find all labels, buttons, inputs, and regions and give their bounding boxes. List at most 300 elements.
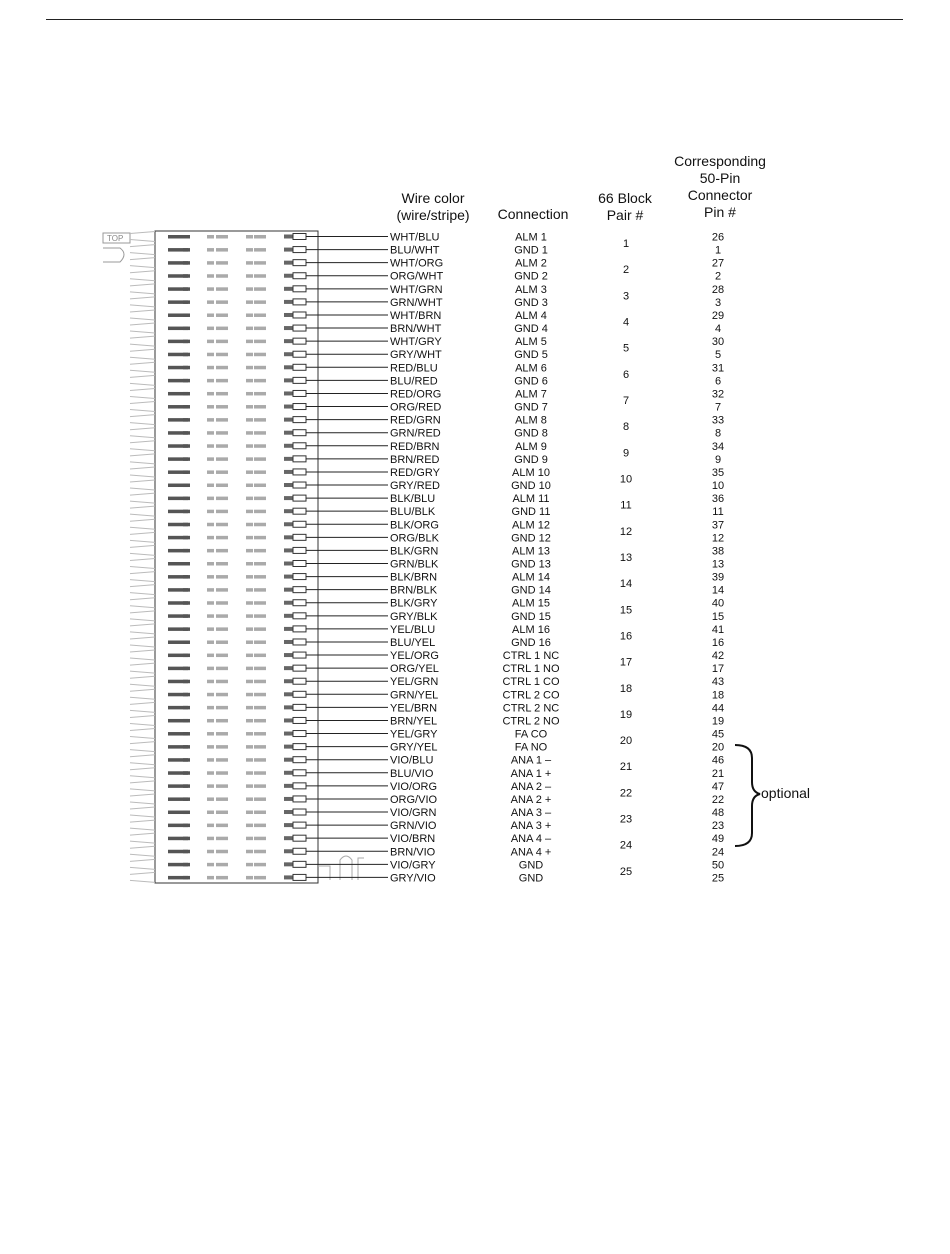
table-row (130, 781, 724, 793)
punch-clip (207, 771, 214, 775)
punch-clip (207, 418, 214, 422)
connection-label: FA NO (514, 741, 548, 754)
terminal-clip (293, 561, 306, 567)
punch-clip (284, 758, 293, 762)
table-row (130, 245, 721, 257)
comb-tooth (130, 467, 155, 477)
punch-clip (284, 339, 293, 343)
connection-label: ALM 9 (515, 440, 547, 453)
wire-color-label: YEL/BLU (390, 623, 436, 636)
punch-clip (183, 470, 190, 474)
punch-clip (254, 392, 266, 396)
punch-clip (246, 706, 253, 710)
terminal-clip (293, 508, 306, 514)
header-pin: Corresponding 50-Pin Connector Pin # (674, 153, 766, 220)
table-row (130, 859, 724, 871)
pin-number: 41 (711, 623, 725, 636)
punch-clip (254, 850, 266, 854)
wire-color-label: BLK/ORG (390, 519, 439, 532)
punch-clip (183, 379, 190, 383)
table-row (130, 598, 724, 610)
pin-number: 17 (711, 663, 725, 676)
terminal-clip (293, 247, 306, 253)
punch-clip (183, 706, 190, 710)
connection-label: GND 13 (511, 558, 551, 571)
punch-clip (183, 758, 190, 762)
punch-clip (216, 287, 228, 291)
punch-clip (183, 405, 190, 409)
terminal-clip (293, 652, 306, 658)
pin-number: 43 (711, 676, 725, 689)
punch-clip (183, 274, 190, 278)
connection-label: CTRL 2 CO (502, 689, 560, 702)
connection-label: ALM 1 (515, 231, 547, 244)
punch-clip (207, 431, 214, 435)
punch-clip (216, 353, 228, 357)
punch-clip (284, 352, 293, 356)
punch-clip (284, 548, 293, 552)
header-pair: 66 Block Pair # (598, 190, 652, 223)
connection-label: ANA 4 + (510, 846, 552, 859)
punch-clip (246, 470, 253, 474)
punch-clip (246, 536, 253, 540)
table-row (130, 611, 724, 623)
wire-color-label: GRY/BLK (390, 610, 438, 623)
punch-clip (216, 784, 228, 788)
punch-clip (284, 797, 293, 801)
connection-label: ANA 2 – (510, 780, 552, 793)
punch-clip (284, 732, 293, 736)
table-row (130, 506, 724, 518)
punch-clip (254, 261, 266, 265)
comb-tooth (130, 271, 155, 281)
punch-clip (207, 732, 214, 736)
pin-number: 22 (711, 793, 725, 806)
punch-clip (254, 340, 266, 344)
pin-number: 27 (711, 257, 725, 270)
punch-clip (216, 418, 228, 422)
punch-clip (284, 745, 293, 749)
punch-clip (183, 287, 190, 291)
punch-clip (216, 588, 228, 592)
pin-number: 25 (711, 872, 725, 885)
pair-number: 25 (619, 865, 633, 878)
punch-clip (183, 248, 190, 252)
pin-number: 2 (714, 270, 722, 283)
punch-clip (254, 497, 266, 501)
connection-label: ANA 3 – (510, 807, 552, 820)
punch-clip (254, 431, 266, 435)
punch-clip (254, 300, 266, 304)
pin-number: 26 (711, 231, 725, 244)
connection-label: ALM 12 (512, 519, 550, 532)
punch-clip (183, 693, 190, 697)
table-row (130, 375, 721, 387)
wire-color-label: BLU/YEL (390, 636, 436, 649)
punch-clip (246, 627, 253, 631)
punch-clip (207, 850, 214, 854)
terminal-clip (293, 325, 306, 331)
punch-clip (246, 327, 253, 331)
punch-clip (284, 614, 293, 618)
punch-clip (183, 850, 190, 854)
punch-clip (207, 300, 214, 304)
header-connection: Connection (497, 206, 569, 222)
pin-number: 10 (711, 480, 725, 493)
pin-number: 16 (711, 636, 725, 649)
punch-clip (254, 562, 266, 566)
pin-number: 6 (714, 375, 722, 388)
terminal-clip (293, 417, 306, 423)
punch-clip (284, 405, 293, 409)
pairs-layer (620, 238, 632, 878)
punch-clip (246, 680, 253, 684)
wire-color-label: GRY/VIO (390, 872, 436, 885)
punch-clip (254, 811, 266, 815)
punch-clip (216, 340, 228, 344)
punch-clip (183, 614, 190, 618)
comb-tooth (130, 807, 155, 817)
punch-clip (254, 732, 266, 736)
punch-clip (216, 379, 228, 383)
connection-label: ANA 2 + (510, 793, 552, 806)
punch-clip (183, 313, 190, 317)
terminal-clip (293, 469, 306, 475)
punch-clip (284, 653, 293, 657)
connection-label: ALM 5 (515, 336, 547, 349)
punch-clip (284, 444, 293, 448)
punch-clip (284, 509, 293, 513)
punch-clip (254, 549, 266, 553)
comb-tooth (130, 323, 155, 333)
pin-number: 37 (711, 519, 725, 532)
table-row (130, 768, 724, 780)
punch-clip (254, 706, 266, 710)
punch-clip (254, 771, 266, 775)
punch-clip (246, 837, 253, 841)
wire-color-label: BLU/WHT (390, 244, 440, 257)
punch-clip (246, 758, 253, 762)
punch-clip (207, 366, 214, 370)
comb-tooth (130, 637, 155, 647)
wire-color-label: ORG/WHT (390, 270, 444, 283)
table-row (130, 833, 724, 845)
optional-brace (735, 745, 760, 846)
punch-clip (207, 745, 214, 749)
pin-number: 28 (711, 283, 725, 296)
punch-clip (284, 679, 293, 683)
punch-clip (246, 444, 253, 448)
pair-number: 18 (619, 682, 633, 695)
punch-clip (183, 523, 190, 527)
pin-number: 30 (711, 336, 725, 349)
punch-clip (284, 575, 293, 579)
punch-clip (284, 535, 293, 539)
terminal-clip (293, 351, 306, 357)
wire-color-label: VIO/BLU (390, 754, 434, 767)
comb-tooth (130, 715, 155, 725)
wire-color-label: ORG/YEL (390, 663, 439, 676)
pin-number: 34 (711, 440, 725, 453)
terminal-clip (293, 521, 306, 527)
punch-clip (216, 640, 228, 644)
table-row (130, 519, 724, 531)
punch-clip (246, 484, 253, 488)
punch-clip (183, 837, 190, 841)
punch-clip (216, 575, 228, 579)
punch-clip (183, 654, 190, 658)
punch-clip (207, 837, 214, 841)
pair-number: 14 (619, 578, 633, 591)
comb-tooth (130, 297, 155, 307)
connection-label: GND 5 (514, 349, 548, 362)
punch-clip (284, 718, 293, 722)
punch-clip (207, 601, 214, 605)
terminal-clip (293, 717, 306, 723)
comb-tooth (130, 532, 155, 542)
punch-clip (216, 523, 228, 527)
terminal-clip (293, 587, 306, 593)
pair-number: 13 (619, 551, 633, 564)
top-tab-label: TOP (107, 234, 124, 243)
comb-tooth (130, 559, 155, 569)
connection-label: ALM 16 (512, 623, 550, 636)
pin-number: 14 (711, 584, 725, 597)
punch-clip (254, 758, 266, 762)
punch-clip (254, 601, 266, 605)
wire-color-label: VIO/BRN (390, 833, 436, 846)
pin-number: 40 (711, 597, 725, 610)
pair-number: 20 (619, 735, 633, 748)
punch-clip (183, 327, 190, 331)
table-row (130, 820, 724, 832)
punch-clip (207, 274, 214, 278)
punch-clip (216, 601, 228, 605)
terminal-clip (293, 861, 306, 867)
terminal-clip (293, 796, 306, 802)
punch-clip (284, 562, 293, 566)
punch-clip (284, 365, 293, 369)
punch-clip (254, 588, 266, 592)
punch-clip (183, 340, 190, 344)
punch-clip (284, 326, 293, 330)
pin-number: 39 (711, 571, 725, 584)
table-row (130, 258, 724, 270)
punch-clip (246, 693, 253, 697)
wire-color-label: GRY/WHT (390, 349, 442, 362)
wire-color-label: BLK/BRN (390, 571, 438, 584)
terminal-clip (293, 443, 306, 449)
table-row (130, 663, 724, 675)
comb-tooth (130, 232, 155, 242)
punch-clip (207, 654, 214, 658)
punch-clip (254, 837, 266, 841)
pin-number: 7 (714, 401, 722, 414)
table-row (130, 428, 721, 440)
punch-clip (207, 510, 214, 514)
pin-number: 3 (714, 296, 722, 309)
block-clip (318, 856, 364, 880)
pin-number: 49 (711, 833, 725, 846)
punch-clip (207, 719, 214, 723)
comb-tooth (130, 402, 155, 412)
pin-number: 48 (711, 807, 725, 820)
punch-clip (216, 824, 228, 828)
punch-clip (183, 797, 190, 801)
punch-clip (254, 667, 266, 671)
wire-color-label: RED/GRN (390, 414, 441, 427)
terminal-clip (293, 874, 306, 880)
punch-clip (284, 457, 293, 461)
punch-clip (183, 418, 190, 422)
punch-clip (207, 627, 214, 631)
punch-clip (207, 811, 214, 815)
punch-clip (183, 863, 190, 867)
terminal-clip (293, 639, 306, 645)
wire-color-label: BRN/VIO (390, 846, 436, 859)
comb-tooth (130, 310, 155, 320)
punch-clip (216, 876, 228, 880)
punch-clip (216, 444, 228, 448)
comb-tooth (130, 689, 155, 699)
terminal-clip (293, 404, 306, 410)
pin-number: 20 (711, 741, 725, 754)
wire-color-label: GRY/YEL (390, 741, 438, 754)
punch-clip (254, 693, 266, 697)
wire-color-label: WHT/GRN (390, 283, 443, 296)
pin-number: 23 (711, 820, 725, 833)
comb-tooth (130, 755, 155, 765)
terminal-clip (293, 691, 306, 697)
terminal-clip (293, 783, 306, 789)
connection-label: GND (518, 872, 544, 885)
pin-number: 8 (714, 427, 722, 440)
terminal-clip (293, 809, 306, 815)
wire-color-label: VIO/ORG (390, 780, 438, 793)
punch-clip (284, 483, 293, 487)
wire-color-label: WHT/BRN (390, 309, 442, 322)
punch-clip (284, 418, 293, 422)
punch-clip (207, 863, 214, 867)
punch-clip (216, 300, 228, 304)
punch-clip (284, 588, 293, 592)
connection-label: CTRL 2 NC (502, 702, 560, 715)
wire-color-label: WHT/ORG (390, 257, 444, 270)
connection-label: ALM 11 (512, 493, 550, 506)
wire-color-label: RED/ORG (390, 388, 442, 401)
punch-clip (207, 392, 214, 396)
table-row (130, 624, 724, 636)
connection-label: ALM 13 (512, 545, 550, 558)
punch-clip (284, 640, 293, 644)
punch-clip (207, 484, 214, 488)
punch-clip (216, 850, 228, 854)
punch-clip (246, 667, 253, 671)
pin-number: 5 (714, 349, 722, 362)
punch-clip (284, 601, 293, 605)
comb-tooth (130, 650, 155, 660)
pair-number: 1 (622, 238, 630, 251)
punch-clip (216, 405, 228, 409)
pin-number: 38 (711, 545, 725, 558)
connection-label: GND 12 (511, 532, 551, 545)
terminal-clip (293, 299, 306, 305)
wire-color-label: BRN/BLK (390, 584, 438, 597)
terminal-clip (293, 534, 306, 540)
pair-number: 21 (619, 761, 633, 774)
punch-clip (207, 379, 214, 383)
wire-color-label: BLK/BLU (390, 493, 436, 506)
comb-tooth (130, 572, 155, 582)
connection-label: ALM 7 (515, 388, 547, 401)
punch-clip (254, 863, 266, 867)
pin-number: 42 (711, 650, 725, 663)
punch-clip (284, 849, 293, 853)
punch-clip (246, 405, 253, 409)
punch-clip (183, 876, 190, 880)
pin-number: 31 (711, 362, 725, 375)
punch-clip (216, 497, 228, 501)
punch-clip (284, 666, 293, 670)
comb-tooth (130, 872, 155, 882)
table-row (130, 388, 724, 400)
punch-clip (183, 771, 190, 775)
table-row (130, 742, 724, 754)
punch-clip (216, 745, 228, 749)
terminal-clip (293, 482, 306, 488)
pin-number: 13 (711, 558, 725, 571)
punch-clip (183, 667, 190, 671)
punch-clip (254, 876, 266, 880)
table-row (130, 284, 724, 296)
punch-clip (183, 484, 190, 488)
wire-color-label: BLK/GRY (390, 597, 438, 610)
punch-clip (246, 575, 253, 579)
pair-number: 2 (622, 264, 630, 277)
punch-clip (216, 248, 228, 252)
punch-clip (284, 496, 293, 500)
table-row (130, 323, 721, 335)
connection-label: ALM 15 (512, 597, 550, 610)
punch-clip (207, 588, 214, 592)
punch-clip (246, 261, 253, 265)
punch-clip (183, 510, 190, 514)
comb-tooth (130, 846, 155, 856)
punch-clip (207, 470, 214, 474)
punch-clip (207, 327, 214, 331)
punch-clip (284, 248, 293, 252)
punch-clip (216, 536, 228, 540)
punch-clip (183, 732, 190, 736)
punch-clip (207, 497, 214, 501)
punch-clip (284, 470, 293, 474)
connection-label: GND 16 (511, 636, 551, 649)
wire-color-label: YEL/ORG (390, 650, 439, 663)
comb-tooth (130, 506, 155, 516)
punch-clip (284, 391, 293, 395)
wire-color-label: RED/GRY (390, 466, 440, 479)
pin-number: 21 (711, 767, 725, 780)
punch-clip (216, 457, 228, 461)
punch-clip (246, 654, 253, 658)
wire-color-label: YEL/GRY (390, 728, 438, 741)
punch-clip (183, 562, 190, 566)
punch-clip (246, 366, 253, 370)
terminal-clip (293, 678, 306, 684)
punch-clip (246, 640, 253, 644)
pair-number: 3 (622, 290, 630, 303)
punch-clip (254, 274, 266, 278)
